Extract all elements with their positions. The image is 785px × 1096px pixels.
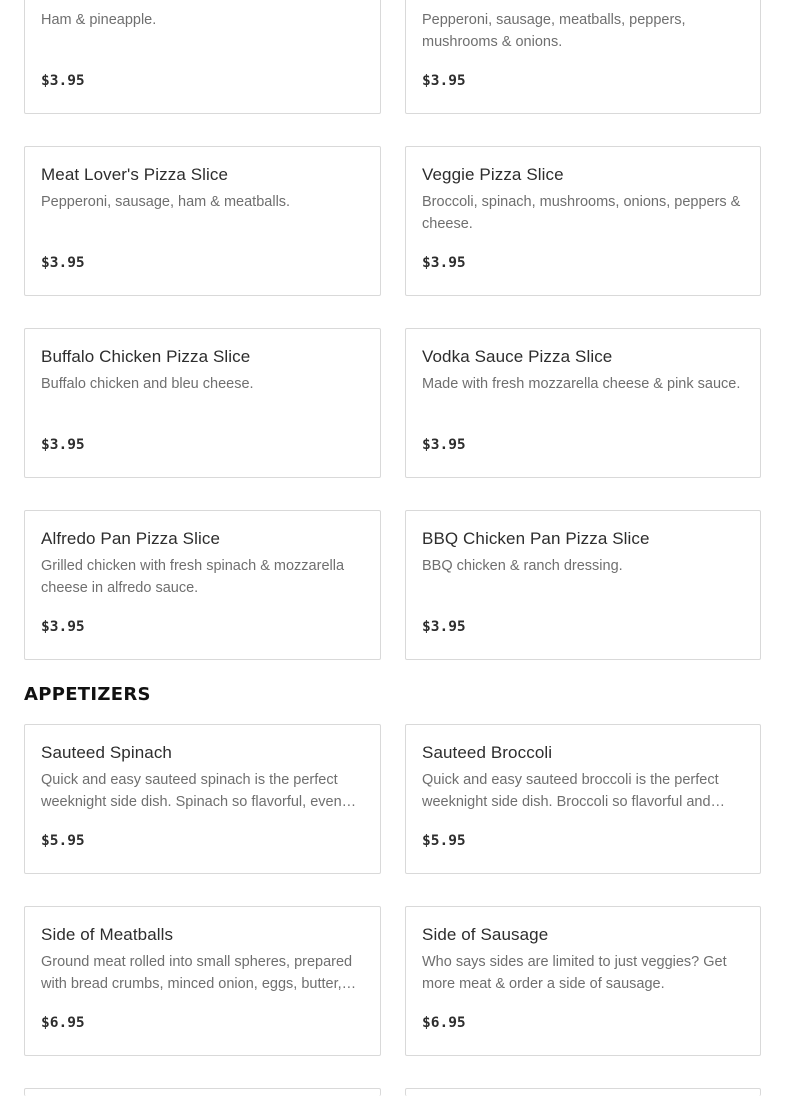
section-heading-appetizers: APPETIZERS [24, 684, 151, 705]
menu-item-card[interactable] [24, 1088, 381, 1096]
item-description: Broccoli, spinach, mushrooms, onions, peppers & cheese. [422, 194, 741, 232]
item-price: $6.95 [41, 1015, 85, 1031]
menu-item-card[interactable] [24, 146, 381, 296]
item-title: Side of Meatballs [41, 925, 174, 944]
menu-item-card[interactable] [24, 724, 381, 874]
item-description: Quick and easy sauteed broccoli is the perfect weeknight side dish. Broccoli so flavorful and… [422, 772, 726, 810]
item-title: Meat Lover's Pizza Slice [41, 165, 229, 184]
item-description: Pepperoni, sausage, ham & meatballs. [41, 194, 291, 210]
item-price: $5.95 [41, 833, 85, 849]
menu-item-card[interactable] [405, 906, 761, 1056]
item-description: Who says sides are limited to just veggies? Get more meat & order a side of sausage. [422, 954, 727, 992]
item-description: Grilled chicken with fresh spinach & mozzarella cheese in alfredo sauce. [41, 558, 345, 596]
item-description: Quick and easy sauteed spinach is the perfect weeknight side dish. Spinach so flavorful, even… [41, 772, 357, 810]
menu-item-card[interactable] [405, 146, 761, 296]
item-description: Ground meat rolled into small spheres, prepared with bread crumbs, minced onion, eggs, butter,… [41, 954, 357, 992]
item-title: Buffalo Chicken Pizza Slice [41, 347, 251, 366]
item-price: $3.95 [41, 437, 85, 453]
item-price: $3.95 [422, 255, 466, 271]
menu-item-card[interactable] [24, 906, 381, 1056]
item-price: $3.95 [41, 619, 85, 635]
item-price: $3.95 [422, 619, 466, 635]
menu-item-card[interactable] [405, 328, 761, 478]
item-title: Sauteed Spinach [41, 743, 172, 762]
item-description: Made with fresh mozzarella cheese & pink sauce. [422, 376, 741, 392]
menu-item-card[interactable] [24, 510, 381, 660]
item-price: $3.95 [422, 73, 466, 89]
menu-item-card[interactable] [405, 1088, 761, 1096]
item-description: BBQ chicken & ranch dressing. [422, 558, 623, 574]
item-price: $5.95 [422, 833, 466, 849]
item-description: Pepperoni, sausage, meatballs, peppers, mushrooms & onions. [422, 12, 686, 50]
item-price: $3.95 [41, 255, 85, 271]
item-title: BBQ Chicken Pan Pizza Slice [422, 529, 650, 548]
item-price: $6.95 [422, 1015, 466, 1031]
item-price: $3.95 [41, 73, 85, 89]
menu-item-card[interactable] [405, 0, 761, 114]
menu-item-card[interactable] [24, 0, 381, 114]
item-description: Buffalo chicken and bleu cheese. [41, 376, 254, 392]
item-title: Alfredo Pan Pizza Slice [41, 529, 220, 548]
item-title: Side of Sausage [422, 925, 549, 944]
menu-item-card[interactable] [405, 510, 761, 660]
menu-item-card[interactable] [405, 724, 761, 874]
item-title: Veggie Pizza Slice [422, 165, 564, 184]
item-title: Vodka Sauce Pizza Slice [422, 347, 613, 366]
item-description: Ham & pineapple. [41, 12, 157, 28]
menu-item-card[interactable] [24, 328, 381, 478]
item-title: Sauteed Broccoli [422, 743, 553, 762]
item-price: $3.95 [422, 437, 466, 453]
